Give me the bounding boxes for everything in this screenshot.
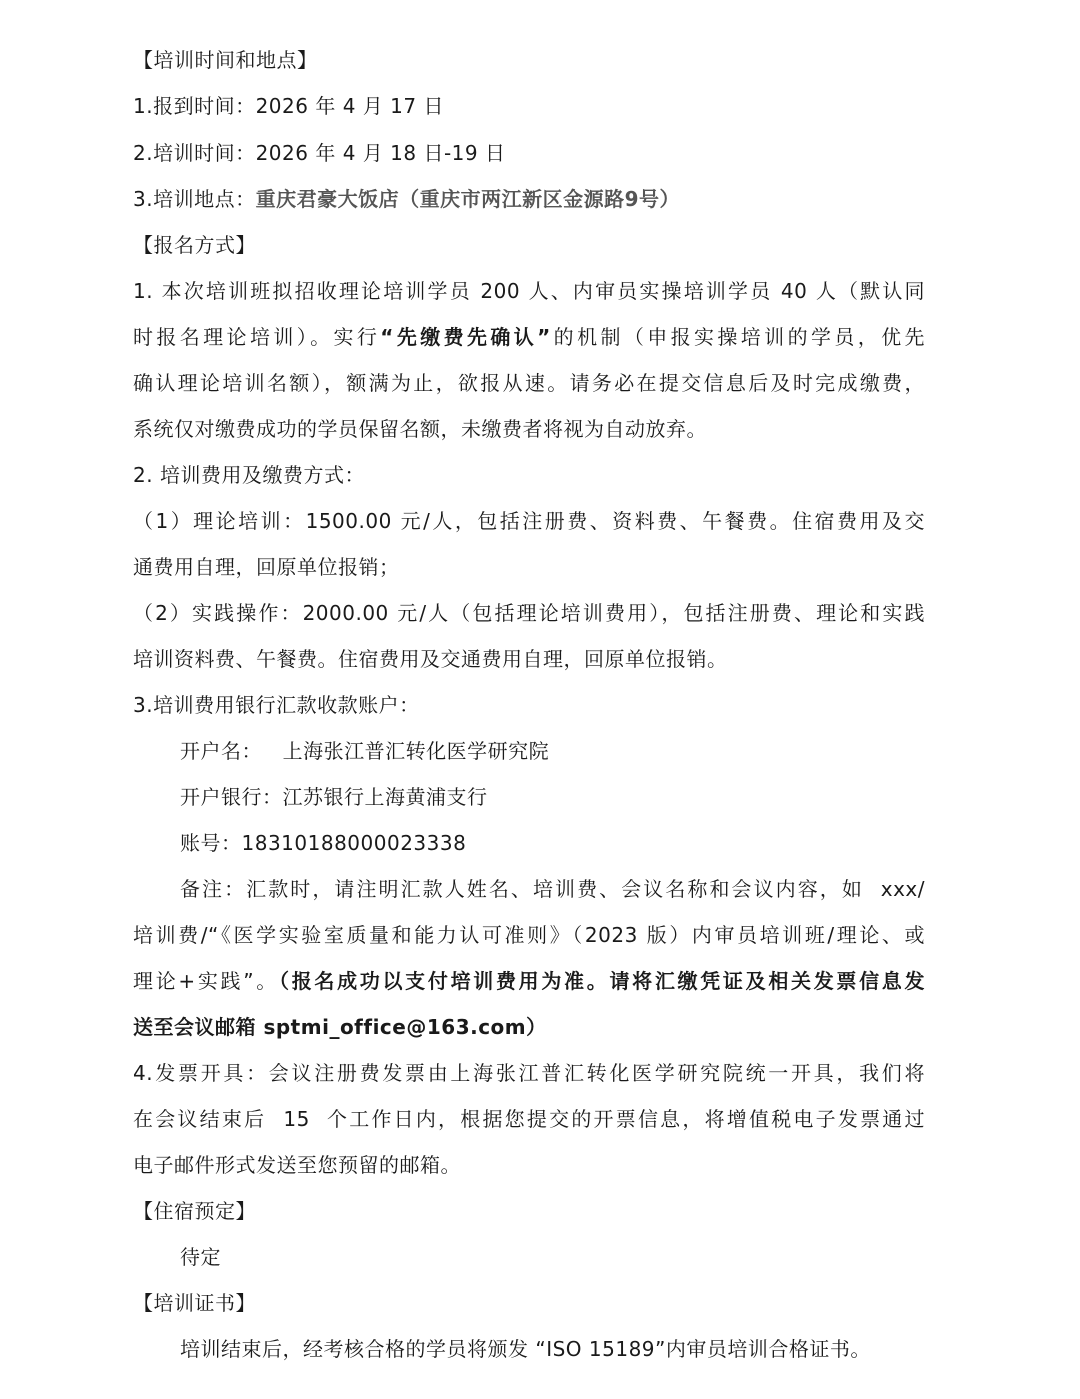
remittance-note-line-4: 送至会议邮箱 sptmi_office@163.com） [133,1015,547,1039]
fee-practice-line-1: （2）实践操作：2000.00 元/人（包括理论培训费用），包括注册费、理论和实践 [133,601,925,625]
registration-para-line-3: 确认理论培训名额），额满为止，欲报从速。请务必在提交信息后及时完成缴费， [133,371,925,395]
venue-value: 重庆君豪大饭店（重庆市两江新区金源路9号） [255,187,681,211]
heading-lodging: 【住宿预定】 [133,1199,256,1223]
fee-theory-line-1: （1）理论培训：1500.00 元/人，包括注册费、资料费、午餐费。住宿费用及交 [133,509,925,533]
account-number: 账号：18310188000023338 [180,831,467,855]
reg-line2-part-c: 的机制（申报实操培训的学员，优先 [550,325,926,349]
training-venue [133,187,933,211]
registration-para-line-4: 系统仅对缴费成功的学员保留名额，未缴费者将视为自动放弃。 [133,417,707,441]
lodging-value: 待定 [180,1245,221,1269]
heading-training-time-place: 【培训时间和地点】 [133,48,318,72]
checkin-date: 1.报到时间：2026 年 4 月 17 日 [133,94,444,118]
venue-label: 3.培训地点： [133,187,256,211]
fee-theory-line-2: 通费用自理，回原单位报销； [133,555,400,579]
note-line3-emphasis: （报名成功以支付培训费用为准。请将汇缴凭证及相关发票信息发 [279,969,925,993]
heading-certificate: 【培训证书】 [133,1291,256,1315]
registration-para-line-2 [133,325,925,349]
reg-line2-emphasis: “先缴费先确认” [380,325,551,349]
note-line3-part-a: 理论+实践”。 [133,969,279,993]
remittance-note-line-1: 备注：汇款时，请注明汇款人姓名、培训费、会议名称和会议内容，如 xxx/ [180,877,925,901]
heading-registration: 【报名方式】 [133,233,256,257]
remittance-note-line-3 [133,969,925,993]
certificate-text: 培训结束后，经考核合格的学员将颁发 “ISO 15189”内审员培训合格证书。 [180,1337,871,1361]
account-name: 开户名： 上海张江普汇转化医学研究院 [180,739,550,763]
invoice-line-2: 在会议结束后 15 个工作日内，根据您提交的开票信息，将增值税电子发票通过 [133,1107,925,1131]
account-bank: 开户银行：江苏银行上海黄浦支行 [180,785,488,809]
invoice-line-1: 4.发票开具：会议注册费发票由上海张江普汇转化医学研究院统一开具，我们将 [133,1061,925,1085]
remittance-note-line-2: 培训费/“《医学实验室质量和能力认可准则》（2023 版）内审员培训班/理论、或 [133,923,925,947]
fees-title: 2. 培训费用及缴费方式： [133,463,365,487]
fee-practice-line-2: 培训资料费、午餐费。住宿费用及交通费用自理，回原单位报销。 [133,647,728,671]
reg-line2-part-a: 时报名理论培训）。实行 [133,325,381,349]
training-date: 2.培训时间：2026 年 4 月 18 日-19 日 [133,141,506,165]
registration-para-line-1: 1. 本次培训班拟招收理论培训学员 200 人、内审员实操培训学员 40 人（默认同 [133,279,925,303]
bank-account-title: 3.培训费用银行汇款收款账户： [133,693,420,717]
invoice-line-3: 电子邮件形式发送至您预留的邮箱。 [133,1153,461,1177]
